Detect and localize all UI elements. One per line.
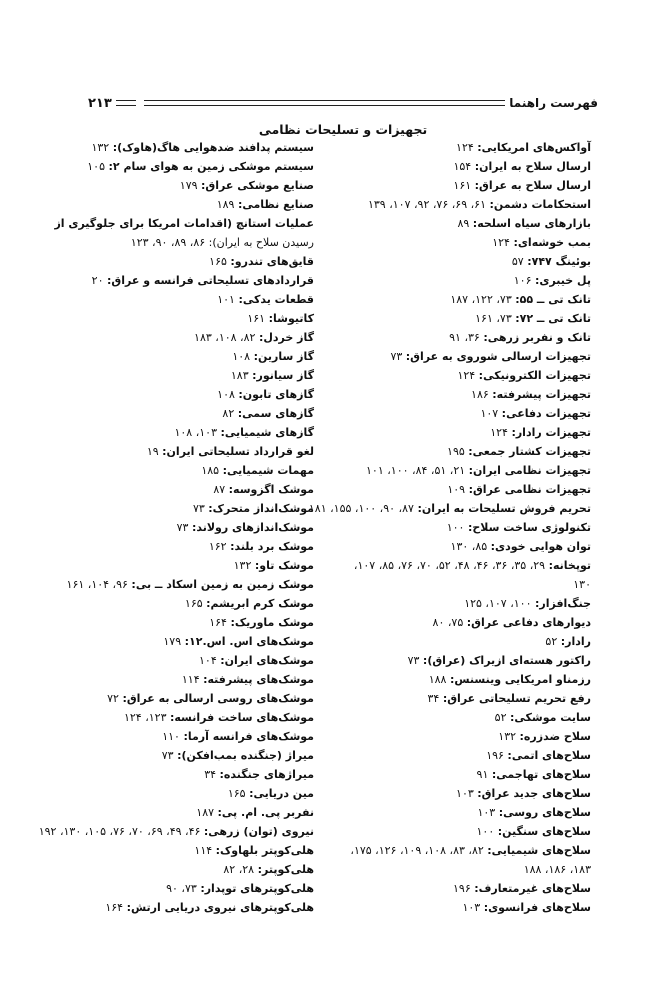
index-term: تجهیزات الکترونیکی: <box>478 369 591 382</box>
index-entry <box>341 898 591 917</box>
index-term: سلاح‌های غیرمتعارف: <box>474 882 591 895</box>
index-term: سلاح‌های اتمی: <box>507 749 591 762</box>
index-term: موشک برد بلند: <box>230 540 314 553</box>
index-term: سیستم پدافند ضدهوایی هاگ(هاوک): <box>112 141 314 154</box>
index-pages: ۸۷ <box>213 483 226 496</box>
index-term: نفربر پی. ام. پی: <box>217 806 314 819</box>
index-entry <box>54 347 314 366</box>
index-entry <box>54 157 314 176</box>
index-term: میراژ (جنگنده بمب‌افکن): <box>177 749 314 762</box>
index-pages: ۳۴ <box>427 692 440 705</box>
running-header <box>88 93 598 113</box>
index-entry <box>54 404 314 423</box>
index-pages: ۱۰۵ <box>87 160 105 173</box>
index-term: گازهای شیمیایی: <box>220 426 314 439</box>
index-term: سایت موشکی: <box>509 711 591 724</box>
index-entry <box>54 252 314 271</box>
index-pages: ۷۳، ۹۰ <box>166 882 197 895</box>
index-pages: ۱۰۸ <box>217 388 235 401</box>
index-pages: ۱۰۷ <box>480 407 499 420</box>
index-entry <box>341 727 591 746</box>
index-term: ارسال سلاح به ایران: <box>474 160 591 173</box>
index-pages: ۱۱۴ <box>194 844 213 857</box>
index-term: سلاح‌های شیمیایی: <box>487 844 591 857</box>
index-pages: ۱۰۰ <box>476 825 495 838</box>
index-entry <box>341 803 591 822</box>
index-term: گاز سیانور: <box>252 369 314 382</box>
index-term: گاز خردل: <box>258 331 314 344</box>
index-term: تانک تی ــ ۷۲: <box>515 312 591 325</box>
index-entry <box>341 860 591 879</box>
index-entry <box>341 442 591 461</box>
index-pages: ۱۹۶ <box>453 882 471 895</box>
index-term: موشک‌های فرانسه آرما: <box>183 730 314 743</box>
index-term: تجهیزات ارسالی شوروی به عراق: <box>405 350 591 363</box>
index-term: موشک‌های ایران: <box>220 654 314 667</box>
index-term: بمب خوشه‌ای: <box>513 236 591 249</box>
index-entry <box>54 556 314 575</box>
index-column-left <box>38 138 314 917</box>
index-entry <box>54 442 314 461</box>
index-entry <box>54 879 314 898</box>
index-term: میراژهای جنگنده: <box>219 768 314 781</box>
index-pages: ۱۳۲ <box>233 559 252 572</box>
index-pages: ۱۸۹ <box>216 198 235 211</box>
index-entry <box>54 860 314 879</box>
index-pages: ۸۲ <box>222 407 235 420</box>
index-pages: ۱۰۶ <box>513 274 532 287</box>
index-term: توان هوایی خودی: <box>490 540 591 553</box>
index-entry <box>341 670 591 689</box>
index-entry <box>341 138 591 157</box>
index-term: تجهیزات پیشرفته: <box>492 388 591 401</box>
index-entry <box>341 309 591 328</box>
index-pages: ۳۶، ۹۱ <box>449 331 480 344</box>
index-pages: ۱۰۹ <box>447 483 466 496</box>
index-entry <box>341 271 591 290</box>
index-pages: ۱۳۲ <box>91 141 110 154</box>
index-entry <box>341 594 591 613</box>
index-entry <box>54 708 314 727</box>
index-term: سلاح‌های فرانسوی: <box>483 901 591 914</box>
index-entry <box>54 575 314 594</box>
index-term: مهمات شیمیایی: <box>222 464 314 477</box>
index-pages: ۲۱، ۵۱، ۸۴، ۱۰۰، ۱۰۱ <box>366 464 466 477</box>
index-pages: ۸۲، ۱۰۸، ۱۸۳ <box>194 331 256 344</box>
index-term: سلاح‌های تهاجمی: <box>491 768 591 781</box>
index-entry <box>54 195 314 214</box>
index-pages: ۷۳، ۱۲۲، ۱۸۷ <box>450 293 512 306</box>
index-term: موشک‌های روسی ارسالی به عراق: <box>122 692 314 705</box>
index-term: کاتیوشا: <box>268 312 314 325</box>
index-term: دیوارهای دفاعی عراق: <box>466 616 591 629</box>
index-term: تانک تی ــ ۵۵: <box>515 293 591 306</box>
index-pages: ۷۳، ۱۶۱ <box>475 312 512 325</box>
index-pages: ۱۸۶ <box>471 388 489 401</box>
index-term: بوئینگ ۷۴۷: <box>527 255 591 268</box>
index-term: استحکامات دشمن: <box>489 198 591 211</box>
index-entry <box>54 271 314 290</box>
index-entry <box>54 461 314 480</box>
index-pages: ۸۲، ۸۳، ۱۰۸، ۱۰۹، ۱۲۶، ۱۷۵، <box>350 844 484 857</box>
index-pages: ۱۰۳ <box>477 806 496 819</box>
index-pages: ۱۱۰ <box>162 730 180 743</box>
index-term: موشک‌اندازهای رولاند: <box>191 521 314 534</box>
index-term: سلاح‌های جدید عراق: <box>477 787 591 800</box>
index-term: موشک کرم ابریشم: <box>206 597 314 610</box>
index-term: موشک‌های ساخت فرانسه: <box>169 711 314 724</box>
index-entry <box>54 499 314 518</box>
index-term: رزمناو امریکایی وینسنس: <box>449 673 591 686</box>
index-term: موشک‌های اس. اس.۱۲: <box>184 635 314 648</box>
index-pages: ۷۳ <box>407 654 420 667</box>
index-pages: ۱۰۱ <box>217 293 235 306</box>
index-pages: ۱۶۵ <box>227 787 246 800</box>
index-entry <box>341 841 591 860</box>
index-entry <box>341 385 591 404</box>
index-pages: ۱۰۴ <box>199 654 217 667</box>
index-pages: ۱۰۳، ۱۰۸ <box>174 426 217 439</box>
index-term: هلی‌کوپترهای توپدار: <box>200 882 314 895</box>
index-entry <box>54 366 314 385</box>
index-entry <box>341 537 591 556</box>
index-term: تجهیزات دفاعی: <box>501 407 591 420</box>
index-entry <box>54 233 314 252</box>
index-entry <box>341 157 591 176</box>
index-pages: رسیدن سلاح به ایران): ۸۶، ۸۹، ۹۰، ۱۲۳ <box>130 236 314 249</box>
index-entry <box>54 689 314 708</box>
index-term: قایق‌های تندرو: <box>230 255 314 268</box>
index-entry <box>54 670 314 689</box>
page-number: ۲۱۳ <box>88 95 112 111</box>
index-pages: ۱۰۳ <box>456 787 474 800</box>
index-entry <box>54 632 314 651</box>
index-pages: ۸۷، ۹۰، ۱۰۰، ۱۵۵، ۱۸۱ <box>308 502 414 515</box>
index-pages: ۱۳۲ <box>498 730 517 743</box>
index-entry <box>341 290 591 309</box>
index-term: گازهای تابون: <box>238 388 314 401</box>
header-rule-long <box>144 100 505 106</box>
index-entry <box>54 385 314 404</box>
index-term: تجهیزات نظامی ایران: <box>468 464 591 477</box>
index-entry <box>341 746 591 765</box>
section-title: تجهیزات و تسلیحات نظامی <box>258 122 428 137</box>
index-term: قراردادهای تسلیحاتی فرانسه و عراق: <box>107 274 314 287</box>
index-entry <box>54 518 314 537</box>
index-term: رفع تحریم تسلیحاتی عراق: <box>442 692 591 705</box>
index-entry <box>341 461 591 480</box>
index-term: صنایع موشکی عراق: <box>201 179 314 192</box>
index-entry <box>341 689 591 708</box>
index-entry <box>54 290 314 309</box>
index-pages: ۱۶۱ <box>247 312 266 325</box>
index-pages: ۷۵، ۸۰ <box>432 616 464 629</box>
index-entry <box>341 613 591 632</box>
index-term: هلی‌کوپتر بلهاوک: <box>215 844 314 857</box>
index-pages: ۱۸۳ <box>230 369 249 382</box>
index-pages: ۸۹ <box>457 217 470 230</box>
header-title: فهرست راهنما <box>509 96 598 110</box>
index-term: سیستم موشکی زمین به هوای سام ۲: <box>108 160 314 173</box>
index-term: هلی‌کوپترهای نیروی دریایی ارتش: <box>126 901 314 914</box>
index-pages: ۱۵۴ <box>453 160 472 173</box>
index-entry <box>54 784 314 803</box>
index-term: موشک‌های پیشرفته: <box>203 673 314 686</box>
index-term: گاز سارین: <box>253 350 314 363</box>
index-pages: ۷۳ <box>161 749 174 762</box>
index-entry <box>341 518 591 537</box>
index-pages: ۱۶۴ <box>209 616 227 629</box>
index-term: توپخانه: <box>548 559 591 572</box>
index-entry <box>54 803 314 822</box>
index-entry <box>341 651 591 670</box>
index-pages: ۱۱۴ <box>181 673 200 686</box>
index-term: تحریم فروش تسلیحات به ایران: <box>417 502 591 515</box>
index-pages: ۱۰۸ <box>232 350 251 363</box>
index-term: لغو قرارداد تسلیحاتی ایران: <box>162 445 314 458</box>
index-entry <box>54 651 314 670</box>
index-pages: ۱۰۰، ۱۰۷، ۱۲۵ <box>464 597 532 610</box>
index-entry <box>54 214 314 233</box>
index-term: بازارهای سیاه اسلحه: <box>472 217 591 230</box>
index-entry <box>54 746 314 765</box>
index-pages: ۵۲ <box>494 711 507 724</box>
index-pages: ۳۴ <box>204 768 217 781</box>
index-pages: ۵۲ <box>545 635 558 648</box>
index-entry <box>54 423 314 442</box>
index-pages: ۱۸۸ <box>428 673 447 686</box>
index-pages: ۱۸۷ <box>196 806 215 819</box>
index-term: قطعات یدکی: <box>238 293 314 306</box>
index-entry <box>54 176 314 195</box>
index-entry <box>341 214 591 233</box>
index-entry <box>341 822 591 841</box>
index-pages: ۶۱، ۶۹، ۷۶، ۹۲، ۱۰۷، ۱۳۹ <box>367 198 486 211</box>
index-entry <box>341 404 591 423</box>
index-pages: ۷۳ <box>390 350 403 363</box>
index-pages: ۱۹ <box>146 445 159 458</box>
index-pages: ۱۲۴ <box>456 141 474 154</box>
index-term: مین دریایی: <box>249 787 314 800</box>
index-pages: ۲۸، ۸۲ <box>223 863 255 876</box>
index-entry <box>54 841 314 860</box>
index-pages: ۱۸۵ <box>201 464 220 477</box>
index-entry <box>54 898 314 917</box>
index-pages: ۱۹۵ <box>447 445 465 458</box>
index-entry <box>54 328 314 347</box>
index-entry <box>341 480 591 499</box>
index-term: سلاح‌های سنگین: <box>497 825 591 838</box>
header-rule-short <box>116 100 136 106</box>
index-entry <box>341 879 591 898</box>
index-entry <box>341 556 591 575</box>
index-pages: ۱۷۹ <box>179 179 198 192</box>
index-pages: ۱۶۴ <box>105 901 124 914</box>
index-term: تانک و نفربر زرهی: <box>483 331 591 344</box>
index-term: گازهای سمی: <box>237 407 314 420</box>
index-pages: ۱۲۳، ۱۲۴ <box>123 711 167 724</box>
index-entry <box>308 499 591 518</box>
index-term: تجهیزات رادار: <box>511 426 591 439</box>
index-pages: ۷۲ <box>107 692 119 705</box>
index-pages: ۱۶۵ <box>184 597 203 610</box>
index-entry <box>341 575 591 594</box>
index-entry <box>341 328 591 347</box>
index-term: موشک اگزوسه: <box>228 483 314 496</box>
index-entry <box>54 594 314 613</box>
index-term: تجهیزات نظامی عراق: <box>468 483 591 496</box>
index-column-right <box>308 138 591 917</box>
index-entry <box>341 366 591 385</box>
index-term: آواکس‌های امریکایی: <box>477 141 591 154</box>
index-entry <box>341 176 591 195</box>
index-term: رادار: <box>560 635 591 648</box>
index-term: سلاح ضدزره: <box>519 730 591 743</box>
index-pages: ۱۳۰ <box>573 578 591 591</box>
index-pages: ۷۳ <box>176 521 189 534</box>
index-pages: ۷۳ <box>192 502 205 515</box>
index-term: تجهیزات کشتار جمعی: <box>468 445 591 458</box>
index-term: سلاح‌های روسی: <box>498 806 591 819</box>
index-entry <box>341 195 591 214</box>
index-term: هلی‌کوپتر: <box>257 863 314 876</box>
index-pages: ۱۲۴ <box>457 369 476 382</box>
index-pages: ۱۸۳، ۱۸۶، ۱۸۸ <box>523 863 591 876</box>
index-entry <box>341 233 591 252</box>
index-term: موشک ماوریک: <box>230 616 314 629</box>
index-pages: ۱۰۳ <box>462 901 481 914</box>
index-term: عملیات استانچ (اقدامات امریکا برای جلوگیری از <box>54 217 314 230</box>
index-pages: ۱۶۲ <box>208 540 227 553</box>
index-entry <box>341 784 591 803</box>
index-term: موشک زمین به زمین اسکاد ــ بی: <box>131 578 314 591</box>
index-entry <box>54 765 314 784</box>
index-term: موشک تاو: <box>254 559 314 572</box>
index-pages: ۹۱ <box>476 768 489 781</box>
index-entry <box>54 727 314 746</box>
index-pages: ۲۹، ۳۵، ۳۶، ۴۶، ۴۸، ۵۲، ۷۰، ۷۶، ۸۵، ۱۰۷، <box>353 559 546 572</box>
index-entry <box>54 480 314 499</box>
index-entry <box>38 822 314 841</box>
index-pages: ۱۷۹ <box>163 635 182 648</box>
index-pages: ۱۰۰ <box>446 521 465 534</box>
index-pages: ۴۶، ۴۹، ۶۹، ۷۰، ۷۶، ۱۰۵، ۱۳۰، ۱۹۲ <box>38 825 201 838</box>
index-entry <box>341 632 591 651</box>
index-entry <box>341 347 591 366</box>
index-entry <box>54 309 314 328</box>
index-term: جنگ‌افزار: <box>535 597 591 610</box>
index-term: تکنولوژی ساخت سلاح: <box>467 521 591 534</box>
index-entry <box>341 252 591 271</box>
index-entry <box>54 537 314 556</box>
index-pages: ۹۶، ۱۰۴، ۱۶۱ <box>66 578 128 591</box>
index-pages: ۱۶۵ <box>209 255 227 268</box>
index-pages: ۱۲۴ <box>492 236 510 249</box>
index-pages: ۲۰ <box>91 274 104 287</box>
index-entry <box>341 708 591 727</box>
index-term: ارسال سلاح به عراق: <box>474 179 591 192</box>
index-entry <box>341 423 591 442</box>
index-term: راکتور هسته‌ای ازیراک (عراق): <box>422 654 591 667</box>
index-pages: ۱۶۱ <box>453 179 472 192</box>
index-entry <box>54 138 314 157</box>
index-term: پل خیبری: <box>534 274 591 287</box>
index-pages: ۵۷ <box>511 255 524 268</box>
index-pages: ۱۲۴ <box>490 426 508 439</box>
index-term: صنایع نظامی: <box>237 198 314 211</box>
index-entry <box>341 765 591 784</box>
index-pages: ۸۵، ۱۳۰ <box>450 540 488 553</box>
index-pages: ۱۹۶ <box>486 749 504 762</box>
index-entry <box>54 613 314 632</box>
index-term: موشک‌انداز متحرک: <box>208 502 314 515</box>
index-term: نیروی (توان) زرهی: <box>203 825 314 838</box>
